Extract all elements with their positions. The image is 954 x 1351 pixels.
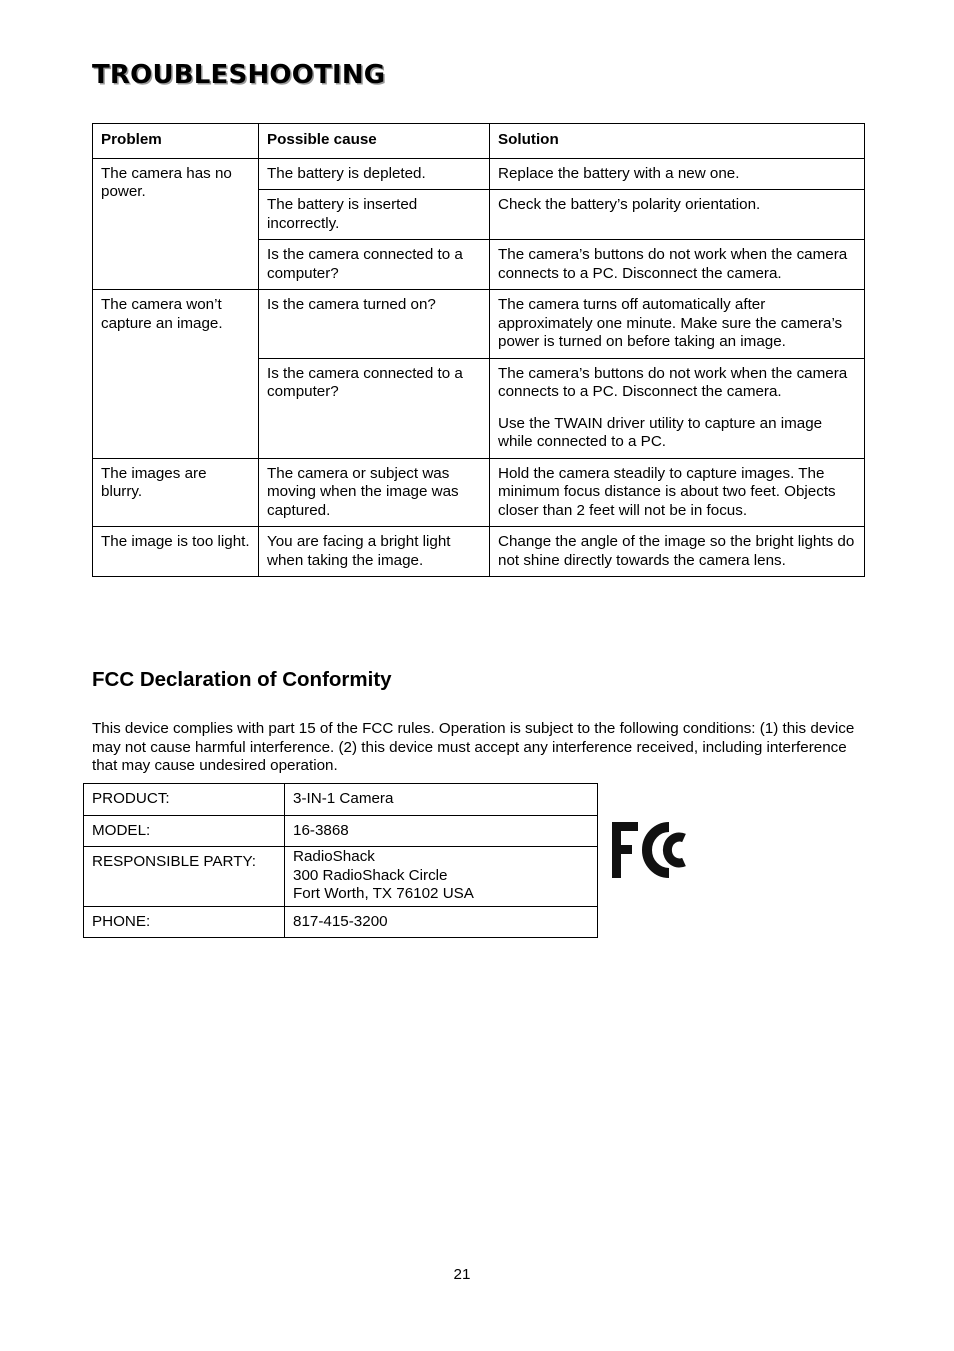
solution-cell [490, 527, 865, 577]
solution-cell [490, 240, 865, 290]
solution-text: Check the battery’s polarity orientation. [498, 196, 761, 213]
responsible-party-value [285, 847, 598, 907]
fcc-info-table [83, 783, 598, 938]
cause-cell: The battery is depleted. [259, 158, 490, 190]
fcc-logo-icon [611, 821, 691, 879]
model-value: 16-3868 [285, 815, 598, 847]
solution-text: Hold the camera steadily to capture images. The minimum focus distance is about two feet. Objects closer than 2 feet will not be in focus. [498, 464, 836, 519]
phone-label: PHONE: [84, 906, 285, 938]
fcc-heading: FCC Declaration of Conformity [92, 668, 392, 691]
page-number: 21 [453, 1266, 471, 1283]
table-row [93, 458, 865, 527]
phone-value: 817-415-3200 [285, 906, 598, 938]
cause-cell: Is the camera turned on? [259, 290, 490, 359]
party-street: 300 RadioShack Circle [293, 866, 448, 884]
cause-cell: Is the camera connected to a computer? [259, 358, 490, 458]
solution-cell [490, 190, 865, 240]
product-label: PRODUCT: [84, 784, 285, 816]
solution-text: Use the TWAIN driver utility to capture an image while connected to a PC. [498, 414, 823, 450]
problem-cell: The camera won’t capture an image. [93, 290, 259, 459]
solution-text: The camera turns off automatically after approximately one minute. Make sure the camera’s power is turned on before taking an image. [498, 296, 843, 350]
table-row [93, 158, 865, 190]
problem-cell: The images are blurry. [93, 458, 259, 527]
fcc-intro: This device complies with part 15 of the FCC rules. Operation is subject to the following conditions: (1) this device may not cause harmful interference. (2) this device must accept any interference received, including interference that may cause undesired operation. [92, 720, 855, 775]
solution-text: The camera’s buttons do not work when the camera connects to a PC. Disconnect the camera. [498, 246, 848, 282]
table-row [84, 847, 598, 907]
cause-cell: You are facing a bright light when taking the image. [259, 527, 490, 577]
solution-cell [490, 358, 865, 458]
solution-cell [490, 290, 865, 359]
problem-cell: The camera has no power. [93, 158, 259, 290]
table-row [93, 527, 865, 577]
model-label: MODEL: [84, 815, 285, 847]
solution-text: The camera’s buttons do not work when the camera connects to a PC. Disconnect the camera. [498, 364, 848, 400]
table-row [84, 784, 598, 816]
party-city: Fort Worth, TX 76102 USA [293, 885, 474, 902]
header-possible-cause: Possible cause [259, 124, 490, 159]
product-value: 3-IN-1 Camera [285, 784, 598, 816]
problem-cell: The image is too light. [93, 527, 259, 577]
table-row [84, 906, 598, 938]
header-solution: Solution [490, 124, 865, 159]
table-row [93, 290, 865, 359]
responsible-party-label: RESPONSIBLE PARTY: [84, 847, 285, 907]
cause-cell: The camera or subject was moving when the image was captured. [259, 458, 490, 527]
page-title: TROUBLESHOOTING [92, 60, 386, 90]
table-header-row [93, 124, 865, 159]
header-problem: Problem [93, 124, 259, 159]
solution-text: Change the angle of the image so the bright lights do not shine directly towards the camera lens. [498, 533, 855, 569]
party-name: RadioShack [293, 848, 375, 865]
solution-text: Replace the battery with a new one. [498, 164, 740, 182]
cause-cell: The battery is inserted incorrectly. [259, 190, 490, 240]
troubleshooting-table [92, 123, 865, 577]
cause-cell: Is the camera connected to a computer? [259, 240, 490, 290]
table-row [84, 815, 598, 847]
solution-cell [490, 158, 865, 190]
solution-cell [490, 458, 865, 527]
